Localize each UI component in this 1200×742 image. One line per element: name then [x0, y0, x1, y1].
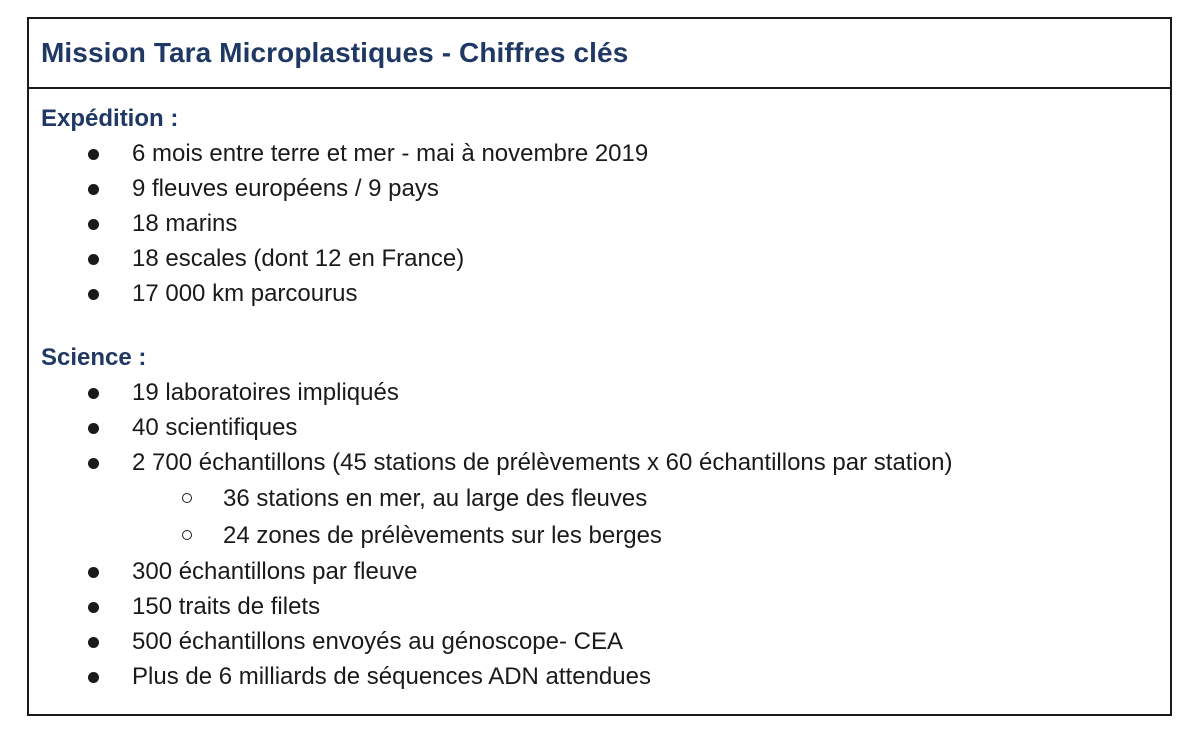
list-item [41, 659, 1170, 694]
bullet-icon [88, 602, 99, 613]
list-item-text: 150 traits de filets [132, 593, 321, 620]
list-item-text: 17 000 km parcourus [132, 280, 358, 307]
list-item-text: Plus de 6 milliards de séquences ADN attendues [132, 663, 651, 690]
bullet-icon [88, 254, 99, 265]
list-item [41, 624, 1170, 659]
list-item-text: 9 fleuves européens / 9 pays [132, 175, 439, 202]
list-item [41, 410, 1170, 445]
list-item [41, 375, 1170, 410]
list-item [41, 171, 1170, 206]
list-item-text: 500 échantillons envoyés au génoscope- CEA [132, 628, 623, 655]
bullet-icon [88, 567, 99, 578]
list-item [41, 136, 1170, 171]
science-heading: Science : [41, 344, 147, 371]
sub-list-item [41, 480, 1170, 517]
page-title: Mission Tara Microplastiques - Chiffres clés [41, 37, 629, 68]
science-sublist [41, 480, 1170, 554]
science-list [41, 375, 1170, 480]
list-item [41, 589, 1170, 624]
list-item [41, 554, 1170, 589]
list-item-text: 18 marins [132, 210, 238, 237]
list-item-text: 6 mois entre terre et mer - mai à novembre 2019 [132, 140, 649, 167]
circle-bullet-icon [182, 530, 192, 540]
card-body [29, 89, 1170, 694]
expedition-list [41, 136, 1170, 311]
list-item [41, 445, 1170, 480]
bullet-icon [88, 458, 99, 469]
bullet-icon [88, 289, 99, 300]
bullet-icon [88, 423, 99, 434]
bullet-icon [88, 184, 99, 195]
list-item [41, 241, 1170, 276]
science-list-continued [41, 554, 1170, 694]
list-item-text: 18 escales (dont 12 en France) [132, 245, 465, 272]
bullet-icon [88, 672, 99, 683]
list-item-text: 2 700 échantillons (45 stations de prélèvements x 60 échantillons par station) [132, 449, 953, 476]
bullet-icon [88, 637, 99, 648]
list-item-text: 40 scientifiques [132, 414, 298, 441]
expedition-heading: Expédition : [41, 105, 179, 132]
bullet-icon [88, 149, 99, 160]
bullet-icon [88, 219, 99, 230]
list-item [41, 206, 1170, 241]
list-item [41, 276, 1170, 311]
list-item-text: 300 échantillons par fleuve [132, 558, 418, 585]
key-figures-card [27, 17, 1172, 716]
sub-list-item [41, 517, 1170, 554]
section-spacer [41, 311, 1170, 341]
sub-list-item-text: 36 stations en mer, au large des fleuves [223, 485, 648, 512]
list-item-text: 19 laboratoires impliqués [132, 379, 399, 406]
card-header [29, 19, 1170, 89]
bullet-icon [88, 388, 99, 399]
circle-bullet-icon [182, 493, 192, 503]
sub-list-item-text: 24 zones de prélèvements sur les berges [223, 522, 662, 549]
